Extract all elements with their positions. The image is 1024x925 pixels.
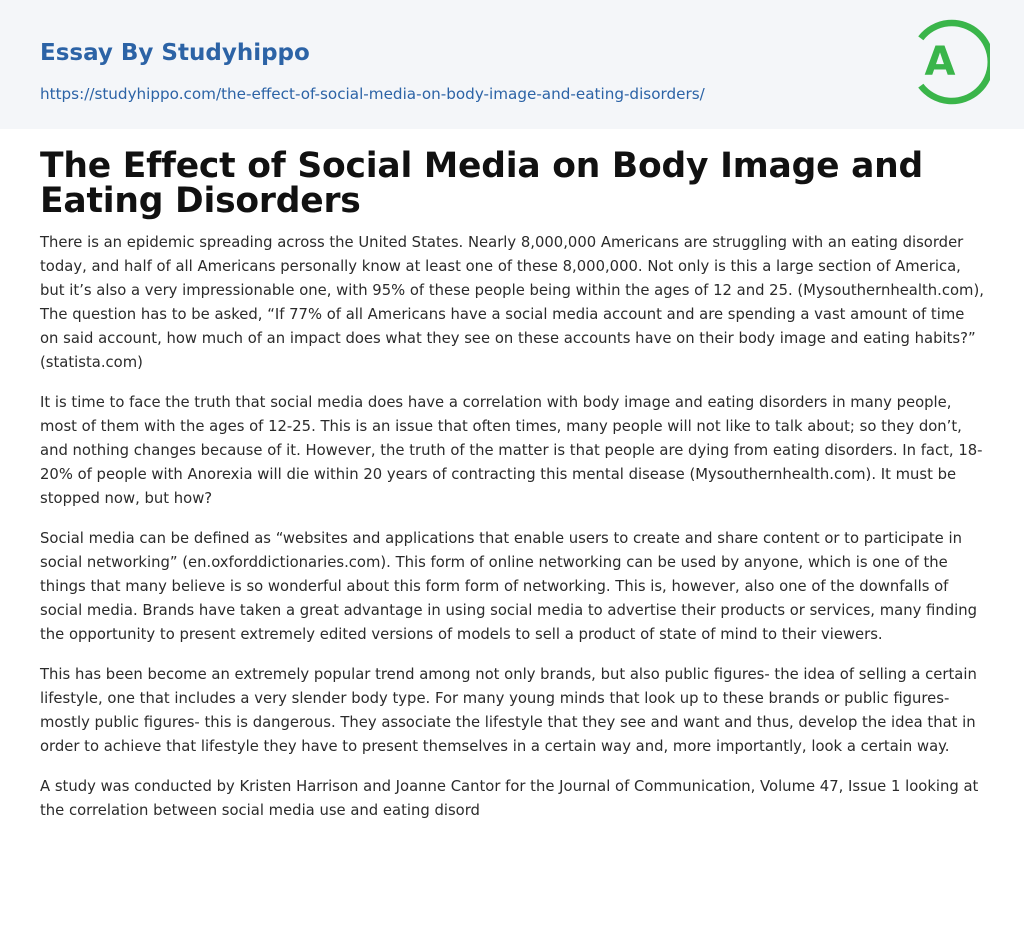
grade-a-logo-icon[interactable] [910, 18, 990, 106]
article-paragraph-1: There is an epidemic spreading across the United States. Nearly 8,000,000 Americans are struggling with an eating disorder today, and half of all Americans personally know at least one of these 8,000,000. Not only is this a large section of America, but it’s also a very impressionable one, with 95% of these people being within the ages of 12 and 25. (Mysouthernhealth.com), The question has to be asked, “If 77% of all Americans have a social media account and are spending a vast amount of time on said account, how much of an impact does what they see on these accounts have on their body image and eating habits?” (statista.com) [40, 234, 984, 371]
article-paragraph-4: This has been become an extremely popular trend among not only brands, but also public figures- the idea of selling a certain lifestyle, one that includes a very slender body type. For many young minds that look up to these brands or public figures- mostly public figures- this is dangerous. They associate the lifestyle that they see and want and thus, develop the idea that in order to achieve that lifestyle they have to present themselves in a certain way and, more importantly, look a certain way. [40, 666, 977, 755]
article [0, 129, 1024, 823]
site-header [0, 0, 1024, 129]
site-brand[interactable]: Essay By Studyhippo [40, 40, 310, 66]
article-title: The Effect of Social Media on Body Image and Eating Disorders [40, 146, 924, 221]
article-paragraph-3: Social media can be defined as “websites and applications that enable users to create and share content or to participate in social networking” (en.oxforddictionaries.com). This form of online networking can be used by anyone, which is one of the things that many believe is so wonderful about this form form of networking. This is, however, also one of the downfalls of social media. Brands have taken a great advantage in using social media to advertise their products or services, many finding the opportunity to present extremely edited versions of models to sell a product of state of mind to their viewers. [40, 530, 978, 643]
article-paragraph-2: It is time to face the truth that social media does have a correlation with body image and eating disorders in many people, most of them with the ages of 12-25. This is an issue that often times, many people will not like to talk about; so they don’t, and nothing changes because of it. However, the truth of the matter is that people are dying from eating disorders. In fact, 18-20% of people with Anorexia will die within 20 years of contracting this mental disease (Mysouthernhealth.com). It must be stopped now, but how? [40, 394, 983, 507]
article-paragraph-5: A study was conducted by Kristen Harrison and Joanne Cantor for the Journal of Communication, Volume 47, Issue 1 looking at the correlation between social media use and eating disord [40, 778, 979, 819]
page-url-link[interactable]: https://studyhippo.com/the-effect-of-social-media-on-body-image-and-eating-disorders/ [40, 85, 705, 103]
logo-letter: A [924, 39, 956, 85]
